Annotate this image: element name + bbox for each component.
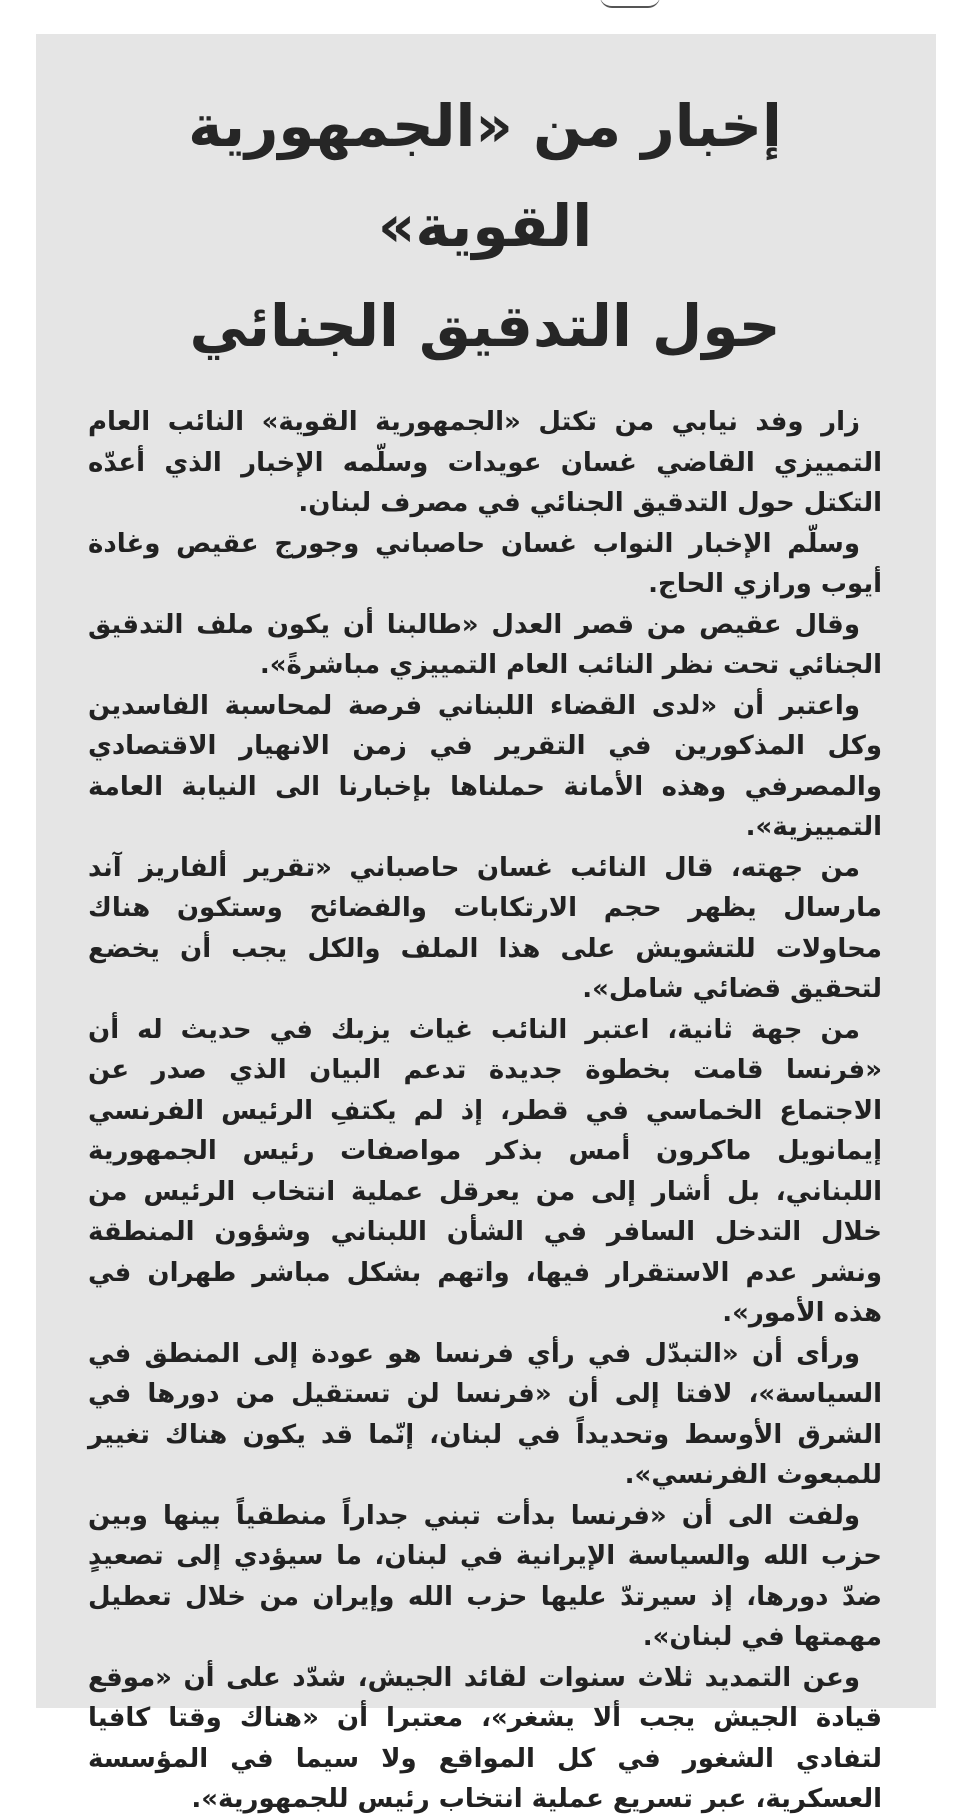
paragraph-6: من جهة ثانية، اعتبر النائب غياث يزبك في حديث له أن «فرنسا قامت بخطوة جديدة تدعم البيان الذي صدر عن الاجتماع الخماسي في قطر، إذ لم يكتفِ الرئيس الفرنسي إيمانويل ماكرون أمس بذكر مواصفات رئيس الجمهورية اللبناني، بل أشار إلى من يعرقل عملية انتخاب الرئيس من خلال التدخل السافر في الشأن اللبناني وشؤون المنطقة ونشر عدم الاستقرار فيها، واتهم بشكل مباشر طهران في هذه الأمور».	[88, 1014, 882, 1328]
paragraph-4: واعتبر أن «لدى القضاء اللبناني فرصة لمحاسبة الفاسدين وكل المذكورين في التقرير في زمن الانهيار الاقتصادي والمصرفي وهذه الأمانة حملناها بإخبارنا الى النيابة العامة التمييزية».	[88, 690, 882, 842]
paragraph-5: من جهته، قال النائب غسان حاصباني «تقرير ألفاريز آند مارسال يظهر حجم الارتكابات والفضائح وستكون هناك محاولات للتشويش على هذا الملف والكل يجب أن يخضع لتحقيق قضائي شامل».	[88, 852, 882, 1004]
headline-line-2: حول التدقيق الجنائي	[189, 292, 781, 360]
headline-line-1: إخبار من «الجمهورية القوية»	[188, 92, 782, 260]
page-edge-mark	[600, 0, 660, 8]
paragraph-9: وعن التمديد ثلاث سنوات لقائد الجيش، شدّد على أن «موقع قيادة الجيش يجب ألا يشغر»، معتبرا أن «هناك وقتا كافيا لتفادي الشغور في كل المواقع ولا سيما في المؤسسة العسكرية، عبر تسريع عملية انتخاب رئيس للجمهورية».	[88, 1662, 882, 1814]
paragraph-3: وقال عقيص من قصر العدل «طالبنا أن يكون ملف التدقيق الجنائي تحت نظر النائب العام التمييزي مباشرةً».	[88, 609, 882, 680]
article-box	[36, 34, 936, 1814]
top-strip	[0, 0, 969, 34]
paragraph-1: زار وفد نيابي من تكتل «الجمهورية القوية» النائب العام التمييزي القاضي غسان عويدات وسلّمه الإخبار الذي أعدّه التكتل حول التدقيق الجنائي في مصرف لبنان.	[88, 407, 882, 518]
paragraph-2: وسلّم الإخبار النواب غسان حاصباني وجورج عقيص وغادة أيوب ورازي الحاج.	[88, 528, 882, 599]
headline	[88, 76, 882, 376]
paragraph-8: ولفت الى أن «فرنسا بدأت تبني جداراً منطقياً بينها وبين حزب الله والسياسة الإيرانية في لبنان، ما سيؤدي إلى تصعيدٍ ضدّ دورها، إذ سيرتدّ عليها حزب الله وإيران من خلال تعطيل مهمتها في لبنان».	[88, 1500, 882, 1652]
article-body	[88, 402, 882, 1820]
paragraph-7: ورأى أن «التبدّل في رأي فرنسا هو عودة إلى المنطق في السياسة»، لافتا إلى أن «فرنسا لن تستقيل من دورها في الشرق الأوسط وتحديداً في لبنان، إنّما قد يكون هناك تغيير للمبعوث الفرنسي».	[88, 1338, 882, 1490]
